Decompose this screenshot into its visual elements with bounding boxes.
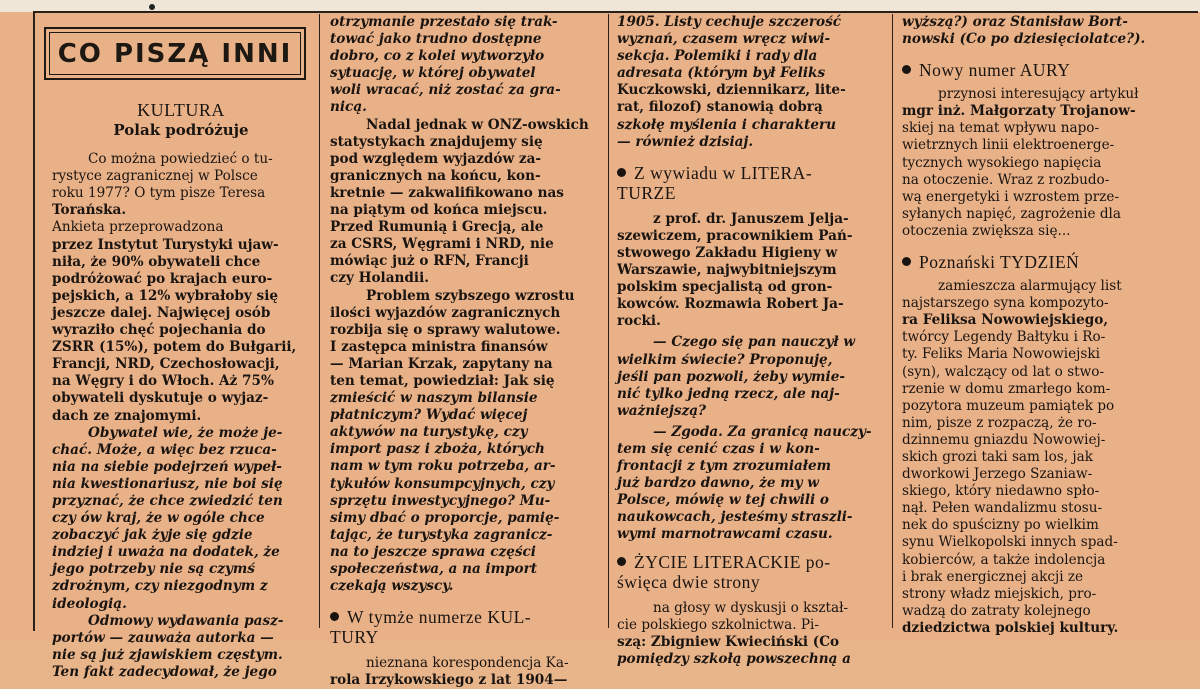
text-line: czy ów kraj, że w ogóle chce — [52, 510, 265, 527]
text-line: obywateli dyskutuje o wyjaz- — [52, 390, 269, 407]
text-line: nicą. — [330, 99, 367, 116]
text-line: — również dzisiaj. — [617, 133, 754, 150]
text-line: nam w tym roku potrzeba, ar- — [330, 458, 556, 475]
text-line: cie polskiego szkolnictwa. Pi- — [617, 616, 819, 633]
text-line: Odmowy wydawania pasz- — [88, 612, 284, 629]
text-line: Francji, NRD, Czechosłowacji, — [52, 356, 280, 373]
text-line: Warszawie, najwybitniejszym — [617, 262, 837, 279]
text-line: rzenie w domu zmarłego kom- — [902, 380, 1111, 397]
text-line: pozytora muzeum pamiątek po — [902, 397, 1115, 414]
text-line: rystyce zagranicznej w Polsce — [52, 168, 258, 185]
text-line: pod względem wyjazdów za- — [330, 150, 542, 167]
text-line: nia na siebie podejrzeń wypeł- — [52, 458, 282, 475]
text-line: import pasz i zboża, których — [330, 441, 545, 458]
column-2 — [330, 14, 602, 689]
text-line: Ten fakt zadecydował, że jego — [52, 663, 277, 680]
text-line: I zastępca ministra finansów — [330, 338, 548, 355]
text-line: — Czego się pan nauczył w — [653, 334, 856, 351]
text-line: adresata (którym był Feliks — [617, 65, 826, 82]
text-line: nia kwestionariusz, nie boi się — [52, 475, 283, 492]
text-line: portów — zauważa autorka — — [52, 629, 274, 646]
text-line: otoczenia zwiększa się... — [902, 222, 1071, 239]
text-line: indziej i uważa na dodatek, że — [52, 544, 280, 561]
subsection-heading: ŻYCIE LITERACKIE po- — [617, 552, 885, 572]
column-rule — [892, 14, 893, 628]
text-line: synu Wielkopolski innych spad- — [902, 534, 1118, 551]
text-line: z prof. dr. Januszem Jelja- — [653, 210, 849, 227]
text-line: niła, że 90% obywateli chce — [52, 253, 261, 270]
text-line: na otoczenie. Wraz z rozbudo- — [902, 171, 1110, 188]
text-line: statystykach znajdujemy się — [330, 133, 543, 150]
text-line: mgr inż. Małgorzaty Trojanow- — [902, 103, 1136, 120]
text-line: ważniejszą? — [617, 402, 706, 419]
text-line: rola Irzykowskiego z lat 1904— — [330, 672, 568, 689]
ink-dot — [149, 4, 155, 10]
text-line: wietrznych linii elektroenerge- — [902, 137, 1115, 154]
text-line: ra Feliksa Nowowiejskiego, — [902, 312, 1109, 329]
text-line: dworkowi Jerzego Szaniaw- — [902, 466, 1093, 483]
text-line: nowski (Co po dziesięciolatce?). — [902, 31, 1146, 48]
text-line: dobro, co z kolei wytworzyło — [330, 48, 545, 65]
text-line: ten temat, powiedział: Jak się — [330, 372, 555, 389]
text-line: (syn), walczący od lat o stwo- — [902, 363, 1105, 380]
text-line: frontacji z tym zrozumiałem — [617, 458, 832, 475]
bullet-icon — [330, 612, 339, 621]
text-line: czekają wszyscy. — [330, 578, 454, 595]
text-line: wą energetyki i wzrostem prze- — [902, 188, 1120, 205]
section-heading-box — [44, 27, 306, 80]
subsection-heading: TURZE — [617, 182, 676, 203]
column-rule — [608, 14, 609, 628]
text-line: ilości wyjazdów zagranicznych — [330, 304, 561, 321]
text-line: mówiąc już o RFN, Francji — [330, 253, 529, 270]
text-line: skich grozi taki sam los, jak — [902, 448, 1093, 465]
text-line: zamieszcza alarmujący list — [938, 278, 1122, 295]
text-line: sprzętu inwestycyjnego? Mu- — [330, 492, 551, 509]
text-line: już bardzo dawno, że my w — [617, 475, 820, 492]
text-line: za CSRS, Węgrami i NRD, nie — [330, 236, 554, 253]
text-line: szą: Zbigniew Kwieciński (Co — [617, 633, 840, 650]
text-line: sekcja. Polemiki i rady dla — [617, 48, 818, 65]
text-line: najstarszego syna kompozyto- — [902, 295, 1109, 312]
subsection-heading: Nowy numer AURY — [902, 60, 1192, 80]
text-line: strony władz miejskich, pro- — [902, 585, 1097, 602]
text-line: jego potrzeby nie są czymś — [52, 561, 255, 578]
text-line: społeczeństwa, a na import — [330, 561, 538, 577]
subsection-heading: W tymże numerze KUL- — [330, 607, 602, 627]
text-line: jeszcze dalej. Najwięcej osób — [52, 304, 271, 321]
text-line: otrzymanie przestało się trak- — [330, 14, 558, 30]
text-line: tować jako trudno dostępne — [330, 31, 542, 48]
article-title: Polak podróżuje — [113, 121, 249, 139]
text-line: tycznych wysokiego napięcia — [902, 154, 1102, 171]
text-line: na piątym od końca miejscu. — [330, 202, 548, 219]
text-line: nął. Pełen wandalizmu stosu- — [902, 500, 1103, 517]
text-line: Co można powiedzieć o tu- — [88, 151, 273, 168]
column-1 — [52, 100, 310, 681]
text-line: szkołę myślenia i charakteru — [617, 116, 837, 133]
text-line: chać. Może, a więc bez rzuca- — [52, 441, 277, 458]
subsection-heading: TURY — [330, 627, 379, 648]
text-line: Ankieta przeprowadzona — [52, 219, 224, 236]
text-line: tając, że turystyka zagranicz- — [330, 526, 553, 543]
bullet-icon — [902, 65, 911, 74]
text-line: Polsce, mówię w tej chwili o — [617, 492, 829, 509]
text-line: roku 1977? O tym pisze Teresa — [52, 185, 266, 202]
subsection-heading: święca dwie strony — [617, 571, 761, 592]
subsection-heading: Z wywiadu w LITERA- — [617, 163, 885, 183]
text-line: nić tylko jedną rzecz, ale naj- — [617, 385, 840, 402]
bullet-icon — [617, 557, 626, 566]
text-line: Torańska. — [52, 202, 127, 219]
text-line: kretnie — zakwalifikowano nas — [330, 184, 564, 201]
text-line: rozbija się o sprawy walutowe. — [330, 321, 561, 338]
text-line: woli wracać, niż zostać za gra- — [330, 82, 561, 99]
column-4 — [902, 14, 1192, 637]
text-line: wielkim świecie? Proponuję, — [617, 351, 833, 368]
text-line: na głosy w dyskusji o kształ- — [653, 599, 849, 616]
text-line: sytuację, w której obywatel — [330, 65, 536, 82]
subsection-heading: Poznański TYDZIEŃ — [902, 252, 1192, 272]
text-line: polskim specjalistą od gron- — [617, 279, 833, 296]
text-line: zobaczyć jak żyje się gdzie — [52, 527, 253, 544]
bullet-icon — [902, 257, 911, 266]
text-line: na Węgry i do Włoch. Aż 75% — [52, 373, 274, 390]
text-line: szewiczem, pracownikiem Pań- — [617, 227, 853, 244]
text-line: wyznań, czasem wręcz wiwi- — [617, 31, 831, 48]
text-line: 1905. Listy cechuje szczerość — [617, 14, 842, 30]
text-line: Kuczkowski, dziennikarz, lite- — [617, 82, 846, 99]
text-line: nim, pisze z rozpaczą, że ro- — [902, 414, 1097, 431]
text-line: podróżować po krajach euro- — [52, 270, 273, 287]
text-line: jeśli pan pozwoli, żeby wymie- — [617, 368, 846, 385]
text-line: i brak energicznej akcji ze — [902, 568, 1084, 585]
text-line: Problem szybszego wzrostu — [366, 287, 575, 304]
text-line: zdrożnym, czy niezgodnym z — [52, 578, 268, 595]
section-heading: CO PISZĄ INNI — [57, 39, 293, 69]
bullet-icon — [617, 168, 626, 177]
text-line: skiego, który niedawno spło- — [902, 483, 1100, 500]
text-line: nie są już zjawiskiem częstym. — [52, 646, 283, 663]
text-line: przynosi interesujący artykuł — [938, 86, 1139, 103]
text-line: na to jeszcze sprawa części — [330, 543, 536, 560]
magazine-title: KULTURA — [137, 100, 225, 120]
text-line: kowców. Rozmawia Robert Ja- — [617, 296, 844, 313]
text-line: ideologią. — [52, 595, 127, 612]
text-line: nieznana korespondencja Ka- — [366, 655, 569, 672]
text-line: przez Instytut Turystyki ujaw- — [52, 236, 279, 253]
text-line: wadzą do zatraty kolejnego — [902, 602, 1091, 619]
text-line: tykułów konsumpcyjnych, czy — [330, 475, 555, 492]
text-line: pomiędzy szkołą powszechną a — [617, 650, 851, 667]
text-line: dach ze znajomymi. — [52, 407, 202, 424]
text-line: Obywatel wie, że może je- — [88, 424, 283, 441]
text-line: ZSRR (15%), potem do Bułgarii, — [52, 339, 297, 356]
text-line: — Marian Krzak, zapytany na — [330, 355, 553, 372]
text-line: pejskich, a 12% wybrałoby się — [52, 287, 279, 304]
text-line: wymi marnotrawcami czasu. — [617, 526, 833, 543]
text-line: nek do spuścizny po wielkim — [902, 517, 1099, 534]
text-line: przyznać, że chce zwiedzić ten — [52, 492, 283, 509]
text-line: stwowego Zakładu Higieny w — [617, 244, 838, 261]
text-line: aktywów na turystykę, czy — [330, 424, 528, 441]
text-line: naukowcach, jesteśmy straszli- — [617, 509, 853, 526]
text-line: dziedzictwa polskiej kultury. — [902, 619, 1119, 636]
text-line: syłanych napięć, zagrożenie dla — [902, 205, 1121, 222]
text-line: kobierców, a także indolencja — [902, 551, 1106, 568]
text-line: Przed Rumunią i Grecją, ale — [330, 219, 544, 236]
text-line: skiej na temat wpływu napo- — [902, 120, 1100, 137]
text-line: ty. Feliks Maria Nowowiejski — [902, 346, 1100, 363]
text-line: twórcy Legendy Bałtyku i Ro- — [902, 329, 1106, 346]
text-line: zmieścić w naszym bilansie — [330, 390, 538, 407]
text-line: granicznych na końcu, kon- — [330, 167, 541, 184]
text-line: — Zgoda. Za granicą nauczy- — [653, 423, 872, 440]
column-rule — [319, 14, 320, 628]
text-line: tem się cenić czas i w kon- — [617, 440, 820, 457]
text-line: płatniczym? Wydać więcej — [330, 407, 528, 424]
text-line: wyraziło chęć pojechania do — [52, 322, 266, 339]
text-line: rocki. — [617, 313, 661, 330]
text-line: rat, filozof) stanowią dobrą — [617, 99, 823, 116]
text-line: czy Holandii. — [330, 270, 429, 287]
text-line: dzinnemu gniazdu Nowowiej- — [902, 431, 1106, 448]
text-line: Nadal jednak w ONZ-owskich — [366, 116, 589, 133]
text-line: simy dbać o proporcje, pamię- — [330, 509, 560, 526]
text-line: wyższą?) oraz Stanisław Bort- — [902, 14, 1128, 30]
column-3 — [617, 14, 885, 668]
